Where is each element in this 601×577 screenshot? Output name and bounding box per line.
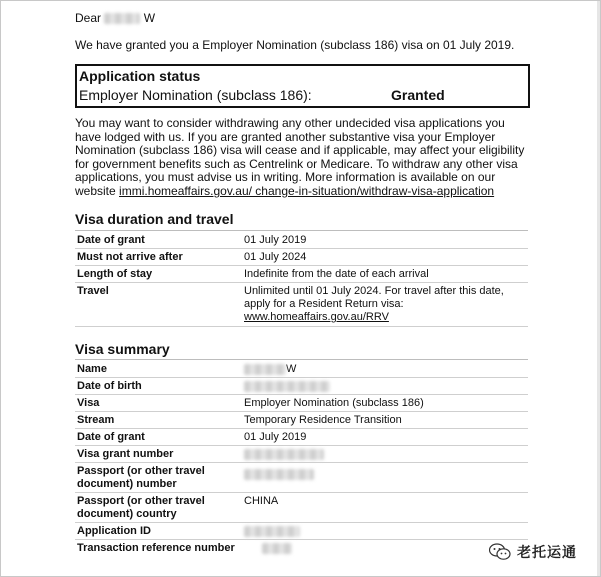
- row-key: Stream: [77, 414, 115, 426]
- redacted-value: [244, 364, 286, 375]
- row-value: [244, 380, 524, 393]
- row-key: Travel: [77, 285, 109, 297]
- summary-section-title: Visa summary: [75, 341, 170, 357]
- row-divider: [75, 248, 528, 249]
- row-value: Temporary Residence Transition: [244, 414, 402, 426]
- row-key: Date of grant: [77, 431, 145, 443]
- withdraw-paragraph: [75, 117, 530, 199]
- row-key: Application ID: [77, 525, 151, 537]
- row-key: Transaction reference number: [77, 542, 235, 554]
- row-value: 01 July 2019: [244, 234, 307, 246]
- status-label: Employer Nomination (subclass 186):: [79, 87, 312, 103]
- intro-line: We have granted you a Employer Nomination (subclass 186) visa on 01 July 2019.: [75, 38, 515, 52]
- watermark-text: 老托运通: [517, 544, 577, 560]
- row-value: [244, 285, 524, 324]
- row-key: Length of stay: [77, 268, 153, 280]
- row-key: Name: [77, 363, 107, 375]
- row-value: Indefinite from the date of each arrival: [244, 268, 429, 280]
- redacted-value: [244, 381, 330, 392]
- row-value: [244, 363, 524, 376]
- row-value: Employer Nomination (subclass 186): [244, 397, 424, 409]
- row-value: [244, 465, 524, 480]
- duration-section-title: Visa duration and travel: [75, 211, 234, 227]
- row-value: 01 July 2019: [244, 431, 307, 443]
- greeting-prefix: Dear: [75, 11, 102, 25]
- row-key: Date of grant: [77, 234, 145, 246]
- row-key: Date of birth: [77, 380, 142, 392]
- row-divider: [75, 539, 528, 540]
- row-key: Must not arrive after: [77, 251, 183, 263]
- row-key: Visa: [77, 397, 100, 409]
- application-status-box: [75, 64, 530, 108]
- greeting-suffix: W: [143, 11, 156, 25]
- row-value: [244, 448, 524, 461]
- row-divider: [75, 377, 528, 378]
- row-divider: [75, 326, 528, 327]
- watermark: [489, 541, 577, 563]
- redacted-name: [104, 13, 140, 24]
- row-key: Passport (or other travel document) country: [77, 495, 205, 520]
- status-title: Application status: [79, 68, 201, 84]
- row-divider: [75, 445, 528, 446]
- greeting: [75, 11, 155, 25]
- row-divider: [75, 411, 528, 412]
- row-divider: [75, 522, 528, 523]
- wechat-icon: [489, 543, 511, 561]
- row-divider: [75, 462, 528, 463]
- status-value: Granted: [391, 87, 445, 103]
- row-divider: [75, 282, 528, 283]
- row-value: CHINA: [244, 495, 279, 507]
- redacted-value: [262, 543, 292, 554]
- paragraph-text: You may want to consider withdrawing any other undecided visa applications you have lodged with us. If you are granted another substantive visa your Employer Nomination (subclass 186) visa will cease and if applicable, may affect your eligibility for government benefits such as Centrelink or Medicare. To withdraw any other visa applications, you must advise us in writing. More information is available on our website: [75, 116, 525, 198]
- row-divider: [75, 394, 528, 395]
- row-value: [244, 542, 524, 555]
- withdraw-link[interactable]: immi.homeaffairs.gov.au/ change-in-situation/withdraw-visa-application: [119, 183, 495, 198]
- redacted-value: [244, 469, 314, 480]
- rrv-link[interactable]: www.homeaffairs.gov.au/RRV: [244, 311, 389, 323]
- row-divider: [75, 492, 528, 493]
- summary-rule: [75, 359, 528, 360]
- redacted-value: [244, 526, 300, 537]
- row-value: 01 July 2024: [244, 251, 307, 263]
- row-key: Passport (or other travel document) number: [77, 465, 205, 490]
- row-divider: [75, 265, 528, 266]
- row-key: Visa grant number: [77, 448, 174, 460]
- name-suffix: W: [286, 363, 297, 375]
- travel-text: Unlimited until 01 July 2024. For travel after this date, apply for a Resident Return visa:: [244, 285, 504, 310]
- row-value: [244, 525, 524, 538]
- duration-rule: [75, 230, 528, 231]
- row-divider: [75, 428, 528, 429]
- redacted-value: [244, 449, 324, 460]
